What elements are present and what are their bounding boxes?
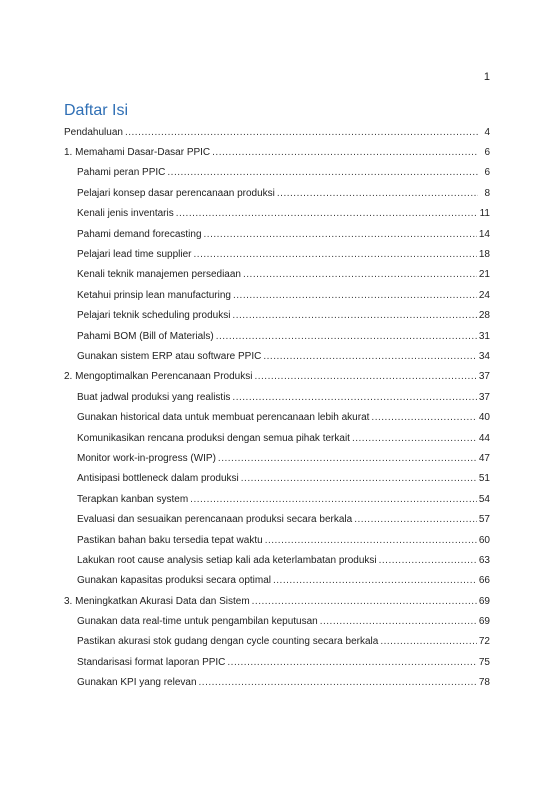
toc-entry[interactable] [64,183,490,203]
toc-entry-title: Pahami peran PPIC [77,167,166,179]
toc-entry-title: Pastikan bahan baku tersedia tepat waktu [77,534,263,546]
toc-entry[interactable] [64,448,490,468]
toc-entry[interactable] [64,142,490,162]
dot-leader [199,677,477,688]
toc-entry[interactable] [64,611,490,631]
toc-entry-page: 75 [478,656,490,668]
toc-entry-page: 21 [478,269,490,281]
toc-entry-page: 34 [478,350,490,362]
toc-entry-title: Kenali jenis inventaris [77,208,174,220]
dot-leader [241,473,477,484]
toc-entry-title: Buat jadwal produksi yang realistis [77,391,231,403]
toc-entry[interactable] [64,346,490,366]
dot-leader [277,188,478,199]
toc-entry[interactable] [64,387,490,407]
toc-entry-page: 63 [478,554,490,566]
toc-entry-page: 72 [478,636,490,648]
dot-leader [254,371,476,382]
toc-title: Daftar Isi [64,102,129,119]
toc-entry-title: Lakukan root cause analysis setiap kali ada keterlambatan produksi [77,554,377,566]
toc-entry[interactable] [64,571,490,591]
toc-entry-page: 69 [478,595,490,607]
dot-leader [243,269,477,280]
dot-leader [190,494,477,505]
toc-entry-page: 40 [478,412,490,424]
toc-entry-title: Komunikasikan rencana produksi dengan semua pihak terkait [77,432,350,444]
toc-entry-page: 66 [478,575,490,587]
toc-entry-title: Ketahui prinsip lean manufacturing [77,289,231,301]
toc-entry-title: Pahami BOM (Bill of Materials) [77,330,214,342]
toc-entry-title: Gunakan historical data untuk membuat perencanaan lebih akurat [77,412,370,424]
toc-entry-title: Kenali teknik manajemen persediaan [77,269,241,281]
toc-entry-page: 69 [478,616,490,628]
dot-leader [273,575,477,586]
toc-entry[interactable] [64,122,490,142]
dot-leader [212,147,478,158]
dot-leader [320,616,477,627]
dot-leader [218,453,477,464]
toc-entry-page: 11 [479,208,490,220]
dot-leader [232,392,476,403]
toc-entry-title: Pendahuluan [64,126,123,138]
toc-entry[interactable] [64,632,490,652]
toc-entry[interactable] [64,326,490,346]
toc-entry-title: Evaluasi dan sesuaikan perencanaan produksi secara berkala [77,514,353,526]
dot-leader [371,412,476,423]
toc-entry[interactable] [64,367,490,387]
toc-entry[interactable] [64,469,490,489]
toc-entry-title: Pahami demand forecasting [77,228,202,240]
toc-entry[interactable] [64,428,490,448]
toc-entry[interactable] [64,244,490,264]
dot-leader [216,331,477,342]
toc-entry-page: 31 [478,330,490,342]
toc-entry-title: Gunakan KPI yang relevan [77,677,197,689]
toc-entry-title: Pelajari lead time supplier [77,249,192,261]
toc-list [64,122,490,693]
toc-entry[interactable] [64,407,490,427]
toc-entry[interactable] [64,652,490,672]
dot-leader [263,351,477,362]
toc-entry-title: 1. Memahami Dasar-Dasar PPIC [64,147,211,159]
toc-entry-page: 28 [478,310,490,322]
toc-entry-page: 4 [484,126,490,138]
toc-entry-page: 37 [478,371,490,383]
dot-leader [232,310,476,321]
toc-entry-title: 2. Mengoptimalkan Perencanaan Produksi [64,371,253,383]
toc-entry-title: Terapkan kanban system [77,493,189,505]
dot-leader [227,657,476,668]
toc-entry[interactable] [64,509,490,529]
toc-entry-page: 14 [478,228,490,240]
toc-entry-title: Gunakan kapasitas produksi secara optimal [77,575,271,587]
toc-entry-page: 60 [478,534,490,546]
toc-entry-page: 47 [478,452,490,464]
toc-entry[interactable] [64,204,490,224]
toc-entry-page: 54 [478,493,490,505]
dot-leader [125,127,478,138]
toc-entry[interactable] [64,265,490,285]
toc-entry[interactable] [64,591,490,611]
dot-leader [176,208,478,219]
toc-entry[interactable] [64,673,490,693]
toc-entry-page: 78 [478,677,490,689]
toc-entry-title: Gunakan sistem ERP atau software PPIC [77,350,262,362]
toc-entry[interactable] [64,163,490,183]
toc-entry-page: 18 [478,249,490,261]
dot-leader [354,514,477,525]
toc-entry-title: Monitor work-in-progress (WIP) [77,452,216,464]
dot-leader [252,596,477,607]
toc-entry[interactable] [64,306,490,326]
toc-entry-title: 3. Meningkatkan Akurasi Data dan Sistem [64,595,250,607]
toc-entry-title: Antisipasi bottleneck dalam produksi [77,473,239,485]
dot-leader [233,290,477,301]
toc-entry-title: Pelajari teknik scheduling produksi [77,310,231,322]
toc-entry[interactable] [64,489,490,509]
dot-leader [379,555,477,566]
dot-leader [167,167,478,178]
toc-entry-page: 6 [484,147,490,159]
dot-leader [352,433,477,444]
toc-entry-page: 24 [478,289,490,301]
toc-entry[interactable] [64,530,490,550]
dot-leader [194,249,477,260]
toc-entry-page: 51 [478,473,490,485]
toc-entry-page: 57 [478,514,490,526]
toc-entry[interactable] [64,285,490,305]
dot-leader [265,535,477,546]
toc-entry-title: Pastikan akurasi stok gudang dengan cycle counting secara berkala [77,636,379,648]
toc-entry-page: 8 [484,187,490,199]
toc-entry-page: 44 [478,432,490,444]
toc-entry[interactable] [64,550,490,570]
page-number: 1 [483,71,490,83]
toc-entry[interactable] [64,224,490,244]
toc-entry-page: 37 [478,391,490,403]
toc-entry-page: 6 [484,167,490,179]
toc-entry-title: Standarisasi format laporan PPIC [77,656,226,668]
toc-entry-title: Gunakan data real-time untuk pengambilan keputusan [77,616,318,628]
toc-entry-title: Pelajari konsep dasar perencanaan produksi [77,187,275,199]
dot-leader [204,229,477,240]
dot-leader [380,636,477,647]
